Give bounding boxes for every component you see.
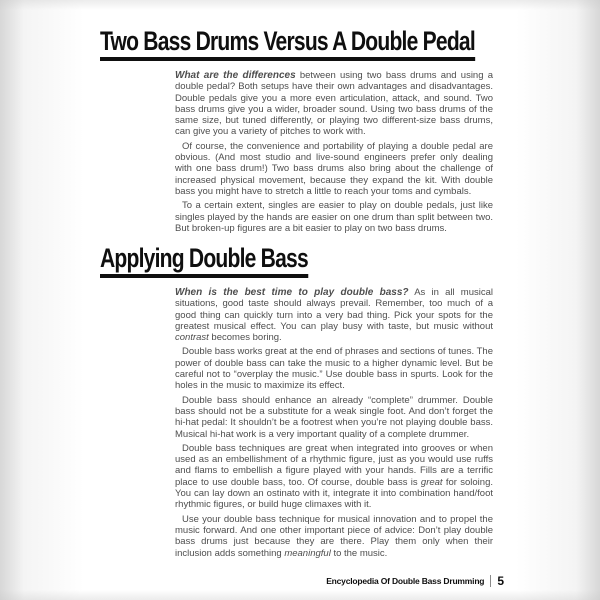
section-body — [175, 287, 493, 559]
paragraph: What are the differences between using two bass drums and using a double pedal? Both setups have their own advantages and disadvantages. Double pedals give you a more even articulation, attack, and sound. Two bass drums give you a wider, broader sound. Using two bass drums of the same size, but tuned differently, or playing two different-size bass drums, can give you a variety of pitches to work with. — [175, 70, 493, 138]
paragraph: To a certain extent, singles are easier to play on double pedals, just like singles played by the hands are easier on one drum than split between two. But broken-up figures are a bit easier to play on two bass drums. — [175, 200, 493, 234]
section-body — [175, 70, 493, 234]
section-applying-double-bass — [100, 245, 495, 562]
footer-page-number: 5 — [497, 574, 504, 588]
page-edge-shadow-bottom — [0, 590, 600, 600]
section-two-bass-drums — [100, 28, 495, 237]
section-heading: Applying Double Bass — [100, 245, 308, 278]
paragraph: Use your double bass technique for musical innovation and to propel the music forward. And one other important piece of advice: Don’t play double bass drums just because they are there. Play them only when their inclusion adds something meaningful to the music. — [175, 513, 493, 559]
paragraph: When is the best time to play double bass? As in all musical situations, good taste should always prevail. Remember, too much of a good thing can quickly turn into a very bad thing. Pick your spots for the greatest musical effect. You can play busy with taste, but music without contrast becomes boring. — [175, 287, 493, 344]
footer-divider — [490, 575, 491, 587]
paragraph: Double bass techniques are great when integrated into grooves or when used as an embellishment of a rhythmic figure, just as you would use ruffs and flams to embellish a figure played with your hands. Fills are a terrific place to use double bass, too. Of course, double bass is great for soloing. You can lay down an ostinato with it, integrate it into combination hand/foot rhythmic figures, or build huge climaxes with it. — [175, 442, 493, 511]
page-footer — [326, 574, 504, 588]
footer-book-title: Encyclopedia Of Double Bass Drumming — [326, 576, 485, 586]
paragraph: Double bass should enhance an already “complete” drummer. Double bass should not be a substitute for a weak single foot. And don’t forget the hi-hat pedal: It shouldn’t be a footrest when you’re not playing double bass. Musical hi-hat work is a very important quality of a complete drummer. — [175, 394, 493, 440]
section-heading: Two Bass Drums Versus A Double Pedal — [100, 28, 475, 61]
page-edge-shadow-top — [0, 0, 600, 10]
paragraph: Of course, the convenience and portability of playing a double pedal are obvious. (And most studio and live-sound engineers prefer only dealing with one bass drum!) Two bass drums also bring about the challenge of increased physical movement, because they expand the kit. With double bass you might have to stretch a little to reach your toms and cymbals. — [175, 140, 493, 197]
paragraph: Double bass works great at the end of phrases and sections of tunes. The power of double bass can take the music to a higher dynamic level. But be careful not to “overplay the music.” Use double bass in spurts. Look for the holes in the music to maximize its effect. — [175, 346, 493, 392]
